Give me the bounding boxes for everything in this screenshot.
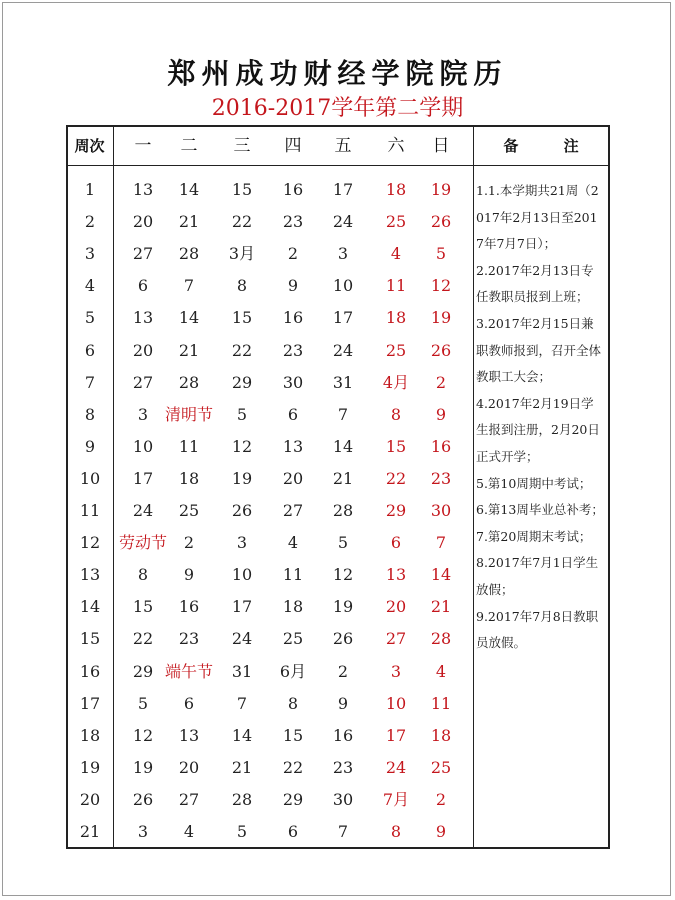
date-cell: 7: [337, 822, 349, 841]
date-cell: 13: [282, 436, 304, 456]
date-cell: 10: [132, 436, 154, 456]
date-cell: 23: [282, 340, 304, 360]
week-number: 14: [79, 597, 101, 617]
week-number: 21: [79, 822, 101, 841]
week-number: 8: [84, 404, 96, 424]
notes-panel: [476, 178, 604, 657]
week-number: 6: [84, 340, 96, 360]
date-cell: 13: [178, 725, 200, 745]
date-cell: 20: [178, 757, 200, 777]
date-cell: 27: [132, 244, 154, 264]
date-cell: 25: [430, 757, 452, 777]
date-cell: 10: [231, 565, 253, 585]
date-cell: 21: [430, 597, 452, 617]
date-cell: 11: [430, 693, 452, 713]
date-cell: 6月: [279, 661, 307, 681]
date-cell: 24: [332, 340, 354, 360]
date-cell: 24: [385, 757, 407, 777]
week-number: 7: [84, 372, 96, 392]
date-cell: 31: [231, 661, 253, 681]
date-cell: 4: [390, 244, 402, 264]
date-cell: 10: [332, 276, 354, 296]
header-divider: [68, 165, 608, 166]
date-cell: 2: [435, 372, 447, 392]
date-cell: 18: [282, 597, 304, 617]
note-item: 3.2017年2月15日兼职教师报到，召开全体教职工大会；: [476, 315, 602, 385]
date-cell: 5: [435, 244, 447, 264]
date-cell: 10: [385, 693, 407, 713]
week-number: 3: [84, 244, 96, 264]
date-cell: 27: [178, 789, 200, 809]
day-header-1: 一: [134, 136, 152, 156]
date-cell: 7: [236, 693, 248, 713]
date-cell: 18: [385, 308, 407, 328]
date-cell: 19: [231, 468, 253, 488]
note-item: 5.第10周期中考试；: [476, 475, 592, 491]
date-cell: 28: [332, 501, 354, 520]
notes-column-header: 备 注: [503, 137, 579, 155]
date-cell: 16: [178, 597, 200, 617]
date-cell: 26: [430, 212, 452, 232]
day-header-4: 四: [284, 136, 302, 156]
date-cell: 15: [231, 180, 253, 199]
week-number: 9: [84, 436, 96, 456]
date-cell: 8: [137, 565, 149, 585]
week-number: 13: [79, 565, 101, 585]
day-header-7: 日: [432, 136, 450, 156]
date-cell: 28: [178, 244, 200, 264]
date-cell: 14: [430, 565, 452, 585]
date-cell: 3: [236, 533, 248, 553]
date-cell: 5: [337, 533, 349, 553]
date-cell: 12: [430, 276, 452, 296]
date-cell: 29: [132, 661, 154, 681]
date-cell: 3: [390, 661, 402, 681]
date-cell: 23: [282, 212, 304, 232]
week-column-header: 周次: [74, 137, 105, 155]
date-cell: 16: [282, 180, 304, 199]
date-cell: 17: [385, 725, 407, 745]
date-cell: 26: [132, 789, 154, 809]
date-cell: 3: [337, 244, 349, 264]
date-cell: 12: [231, 436, 253, 456]
day-header-6: 六: [387, 136, 405, 156]
date-cell: 2: [435, 789, 447, 809]
note-item: 9.2017年7月8日教职员放假。: [476, 608, 599, 651]
date-cell: 27: [132, 372, 154, 392]
date-cell: 20: [132, 212, 154, 232]
date-cell: 20: [282, 468, 304, 488]
date-cell: 15: [231, 308, 253, 328]
date-cell: 7: [435, 533, 447, 553]
note-item: 2.2017年2月13日专任教职员报到上班；: [476, 262, 594, 305]
date-cell: 25: [385, 212, 407, 232]
date-cell: 23: [178, 629, 200, 649]
date-cell: 24: [332, 212, 354, 232]
holiday-cell: 端午节: [164, 661, 213, 681]
date-cell: 3月: [228, 244, 256, 264]
date-cell: 28: [430, 629, 452, 649]
date-cell: 11: [385, 276, 407, 296]
date-cell: 2: [337, 661, 349, 681]
week-number: 20: [79, 789, 101, 809]
date-cell: 26: [430, 340, 452, 360]
note-item: 1.1.本学期共21周（2017年2月13日至2017年7月7日）；: [476, 183, 599, 252]
date-cell: 6: [183, 693, 195, 713]
date-cell: 13: [385, 565, 407, 585]
day-header-3: 三: [233, 136, 251, 156]
date-cell: 6: [287, 404, 299, 424]
date-cell: 7: [337, 404, 349, 424]
date-cell: 26: [332, 629, 354, 649]
date-cell: 15: [282, 725, 304, 745]
date-cell: 29: [282, 789, 304, 809]
date-cell: 27: [385, 629, 407, 649]
date-cell: 30: [332, 789, 354, 809]
date-cell: 3: [137, 404, 149, 424]
date-cell: 9: [287, 276, 299, 296]
date-cell: 7: [183, 276, 195, 296]
date-cell: 2: [183, 533, 195, 553]
date-cell: 17: [231, 597, 253, 617]
date-cell: 22: [231, 340, 253, 360]
date-cell: 24: [132, 501, 154, 520]
date-cell: 22: [132, 629, 154, 649]
date-cell: 9: [435, 404, 447, 424]
date-cell: 25: [282, 629, 304, 649]
date-cell: 4月: [382, 372, 410, 392]
date-cell: 24: [231, 629, 253, 649]
date-cell: 22: [231, 212, 253, 232]
date-cell: 8: [390, 404, 402, 424]
date-cell: 28: [231, 789, 253, 809]
date-cell: 30: [282, 372, 304, 392]
date-cell: 15: [385, 436, 407, 456]
date-cell: 29: [231, 372, 253, 392]
date-cell: 4: [435, 661, 447, 681]
notes-column-divider: [473, 127, 474, 847]
week-number: 4: [84, 276, 96, 296]
date-cell: 6: [137, 276, 149, 296]
date-cell: 17: [332, 180, 354, 199]
week-number: 18: [79, 725, 101, 745]
date-cell: 19: [430, 308, 452, 328]
date-cell: 26: [231, 501, 253, 520]
date-cell: 31: [332, 372, 354, 392]
date-cell: 3: [137, 822, 149, 841]
date-cell: 17: [332, 308, 354, 328]
week-number: 17: [79, 693, 101, 713]
date-cell: 17: [132, 468, 154, 488]
date-cell: 16: [282, 308, 304, 328]
date-cell: 25: [178, 501, 200, 520]
week-number: 19: [79, 757, 101, 777]
date-cell: 6: [390, 533, 402, 553]
date-cell: 18: [385, 180, 407, 199]
date-cell: 22: [385, 468, 407, 488]
date-cell: 5: [236, 404, 248, 424]
date-cell: 18: [178, 468, 200, 488]
date-cell: 11: [178, 436, 200, 456]
date-cell: 21: [332, 468, 354, 488]
date-cell: 20: [385, 597, 407, 617]
date-cell: 20: [132, 340, 154, 360]
week-column-divider: [113, 127, 114, 847]
date-cell: 19: [132, 757, 154, 777]
week-number: 2: [84, 212, 96, 232]
date-cell: 14: [178, 180, 200, 199]
date-cell: 16: [430, 436, 452, 456]
date-cell: 5: [236, 822, 248, 841]
date-cell: 25: [385, 340, 407, 360]
week-number: 12: [79, 533, 101, 553]
week-number: 10: [79, 468, 101, 488]
date-cell: 9: [435, 822, 447, 841]
date-cell: 7月: [382, 789, 410, 809]
holiday-cell: 劳动节: [118, 533, 167, 553]
date-cell: 9: [183, 565, 195, 585]
date-cell: 13: [132, 308, 154, 328]
holiday-cell: 清明节: [164, 404, 213, 424]
date-cell: 13: [132, 180, 154, 199]
date-cell: 14: [231, 725, 253, 745]
date-cell: 5: [137, 693, 149, 713]
date-cell: 23: [430, 468, 452, 488]
note-item: 7.第20周期末考试；: [476, 528, 592, 544]
note-item: 6.第13周毕业总补考；: [476, 502, 604, 518]
week-number: 16: [79, 661, 101, 681]
date-cell: 16: [332, 725, 354, 745]
week-number: 11: [79, 501, 101, 520]
week-number: 1: [84, 180, 96, 199]
date-cell: 28: [178, 372, 200, 392]
date-cell: 23: [332, 757, 354, 777]
date-cell: 14: [332, 436, 354, 456]
date-cell: 12: [332, 565, 354, 585]
note-item: 8.2017年7月1日学生放假；: [476, 555, 599, 597]
date-cell: 4: [183, 822, 195, 841]
date-cell: 21: [178, 340, 200, 360]
date-cell: 27: [282, 501, 304, 520]
date-cell: 4: [287, 533, 299, 553]
date-cell: 18: [430, 725, 452, 745]
date-cell: 14: [178, 308, 200, 328]
date-cell: 2: [287, 244, 299, 264]
semester-subtitle: 2016-2017学年第二学期: [211, 96, 464, 121]
date-cell: 21: [178, 212, 200, 232]
date-cell: 8: [236, 276, 248, 296]
page-title: 郑州成功财经学院院历: [167, 57, 508, 90]
date-cell: 29: [385, 501, 407, 520]
date-cell: 15: [132, 597, 154, 617]
date-cell: 6: [287, 822, 299, 841]
day-header-2: 二: [180, 136, 198, 156]
date-cell: 8: [287, 693, 299, 713]
date-cell: 8: [390, 822, 402, 841]
date-cell: 12: [132, 725, 154, 745]
date-cell: 21: [231, 757, 253, 777]
week-number: 15: [79, 629, 101, 649]
date-cell: 22: [282, 757, 304, 777]
date-cell: 19: [332, 597, 354, 617]
date-cell: 11: [282, 565, 304, 585]
week-number: 5: [84, 308, 96, 328]
day-header-5: 五: [334, 136, 352, 156]
date-cell: 19: [430, 180, 452, 199]
date-cell: 9: [337, 693, 349, 713]
date-cell: 30: [430, 501, 452, 520]
note-item: 4.2017年2月19日学生报到注册，2月20日正式开学；: [476, 395, 600, 464]
